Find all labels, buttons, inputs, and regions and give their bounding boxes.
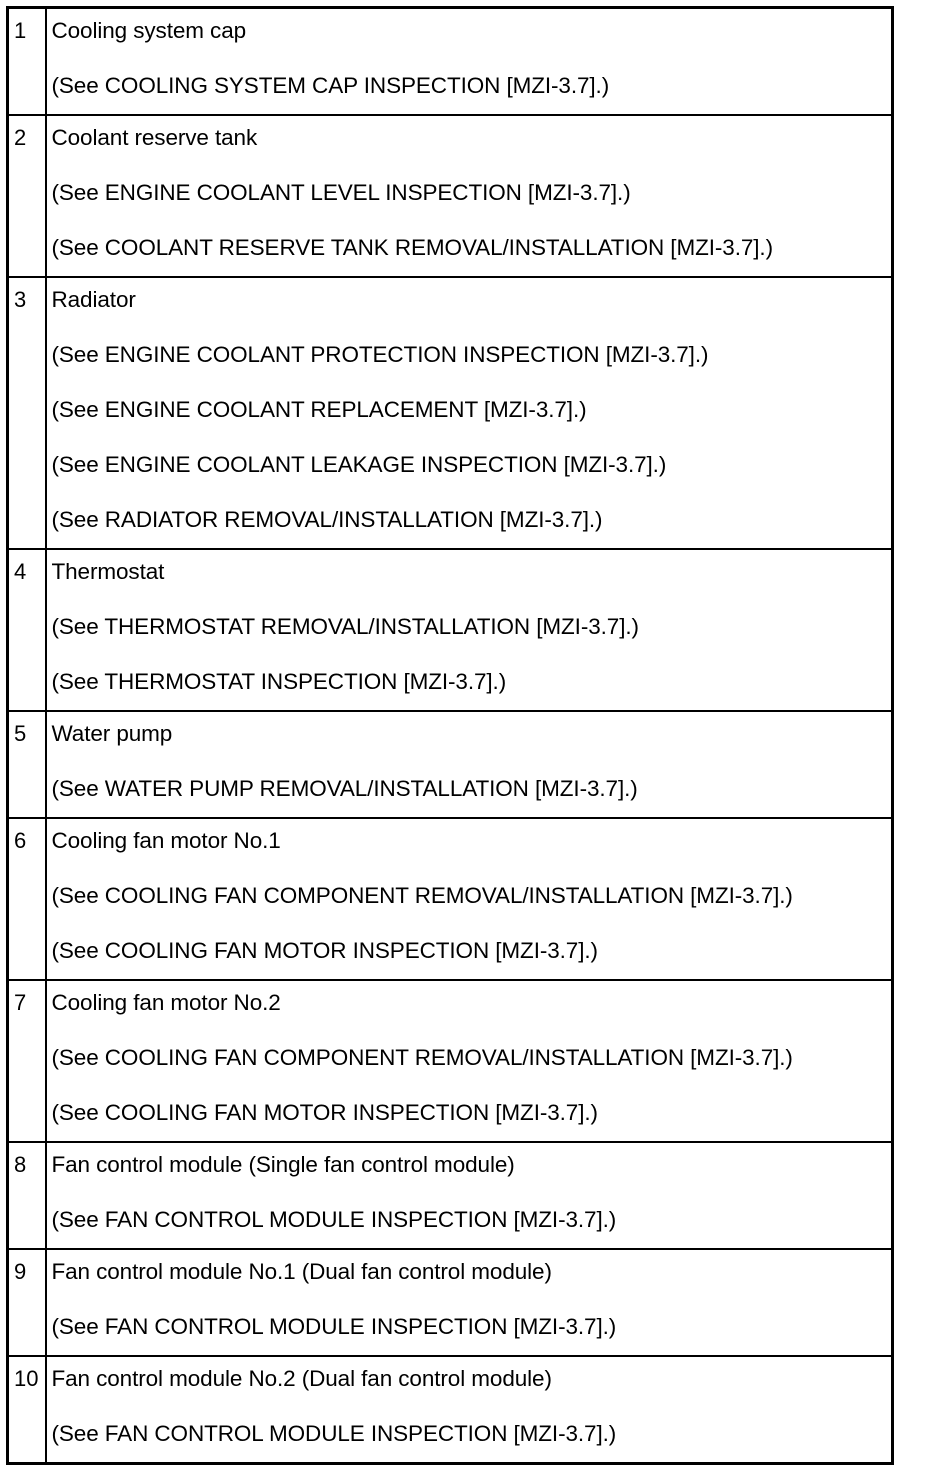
row-content-cell xyxy=(46,711,893,818)
row-content-cell xyxy=(46,549,893,711)
reference-link[interactable]: (See THERMOSTAT REMOVAL/INSTALLATION [MZI-3.7].) xyxy=(51,614,639,639)
row-number-cell xyxy=(8,277,46,549)
table-row xyxy=(8,277,893,549)
reference-link[interactable]: (See COOLANT RESERVE TANK REMOVAL/INSTALLATION [MZI-3.7].) xyxy=(51,235,773,260)
component-name: Coolant reserve tank xyxy=(51,125,258,150)
row-number-cell xyxy=(8,818,46,980)
row-number-cell xyxy=(8,711,46,818)
component-name: Radiator xyxy=(51,287,136,312)
table-row xyxy=(8,980,893,1142)
row-number-cell xyxy=(8,980,46,1142)
row-content-cell xyxy=(46,277,893,549)
component-name: Thermostat xyxy=(51,559,165,584)
row-content-cell xyxy=(46,1142,893,1249)
table-row xyxy=(8,818,893,980)
row-number: 10 xyxy=(14,1366,39,1391)
row-number: 8 xyxy=(14,1152,27,1177)
table-body xyxy=(8,8,893,1464)
reference-link[interactable]: (See THERMOSTAT INSPECTION [MZI-3.7].) xyxy=(51,669,507,694)
reference-link[interactable]: (See ENGINE COOLANT PROTECTION INSPECTION [MZI-3.7].) xyxy=(51,342,709,367)
table-row xyxy=(8,1356,893,1464)
reference-link[interactable]: (See COOLING FAN MOTOR INSPECTION [MZI-3.7].) xyxy=(51,938,598,963)
reference-link[interactable]: (See COOLING SYSTEM CAP INSPECTION [MZI-3.7].) xyxy=(51,73,610,98)
table-row xyxy=(8,549,893,711)
row-number-cell xyxy=(8,115,46,277)
reference-link[interactable]: (See ENGINE COOLANT LEAKAGE INSPECTION [MZI-3.7].) xyxy=(51,452,667,477)
reference-link[interactable]: (See ENGINE COOLANT REPLACEMENT [MZI-3.7].) xyxy=(51,397,587,422)
row-content-cell xyxy=(46,980,893,1142)
row-number: 2 xyxy=(14,125,27,150)
reference-link[interactable]: (See FAN CONTROL MODULE INSPECTION [MZI-3.7].) xyxy=(51,1207,617,1232)
table-row xyxy=(8,115,893,277)
table-row xyxy=(8,8,893,116)
component-name: Cooling fan motor No.1 xyxy=(51,828,281,853)
row-number: 6 xyxy=(14,828,27,853)
row-content-cell xyxy=(46,8,893,116)
reference-link[interactable]: (See FAN CONTROL MODULE INSPECTION [MZI-3.7].) xyxy=(51,1421,617,1446)
row-content-cell xyxy=(46,115,893,277)
component-name: Water pump xyxy=(51,721,173,746)
reference-link[interactable]: (See COOLING FAN COMPONENT REMOVAL/INSTALLATION [MZI-3.7].) xyxy=(51,1045,793,1070)
table-row xyxy=(8,711,893,818)
reference-link[interactable]: (See ENGINE COOLANT LEVEL INSPECTION [MZI-3.7].) xyxy=(51,180,631,205)
row-number-cell xyxy=(8,1142,46,1249)
component-reference-table xyxy=(6,6,894,1465)
row-number: 3 xyxy=(14,287,27,312)
row-number: 4 xyxy=(14,559,27,584)
row-content-cell xyxy=(46,1356,893,1464)
reference-link[interactable]: (See COOLING FAN COMPONENT REMOVAL/INSTALLATION [MZI-3.7].) xyxy=(51,883,793,908)
reference-link[interactable]: (See FAN CONTROL MODULE INSPECTION [MZI-3.7].) xyxy=(51,1314,617,1339)
row-number: 7 xyxy=(14,990,27,1015)
row-number-cell xyxy=(8,1249,46,1356)
reference-link[interactable]: (See COOLING FAN MOTOR INSPECTION [MZI-3.7].) xyxy=(51,1100,598,1125)
row-content-cell xyxy=(46,818,893,980)
component-name: Fan control module (Single fan control module) xyxy=(51,1152,515,1177)
row-number: 1 xyxy=(14,18,27,43)
component-name: Fan control module No.2 (Dual fan control module) xyxy=(51,1366,552,1391)
row-number: 9 xyxy=(14,1259,27,1284)
row-number-cell xyxy=(8,549,46,711)
component-name: Fan control module No.1 (Dual fan control module) xyxy=(51,1259,552,1284)
table-row xyxy=(8,1249,893,1356)
row-number-cell xyxy=(8,8,46,116)
row-number-cell xyxy=(8,1356,46,1464)
row-content-cell xyxy=(46,1249,893,1356)
table-row xyxy=(8,1142,893,1249)
component-name: Cooling system cap xyxy=(51,18,247,43)
reference-link[interactable]: (See RADIATOR REMOVAL/INSTALLATION [MZI-3.7].) xyxy=(51,507,603,532)
reference-link[interactable]: (See WATER PUMP REMOVAL/INSTALLATION [MZI-3.7].) xyxy=(51,776,638,801)
row-number: 5 xyxy=(14,721,27,746)
component-name: Cooling fan motor No.2 xyxy=(51,990,281,1015)
